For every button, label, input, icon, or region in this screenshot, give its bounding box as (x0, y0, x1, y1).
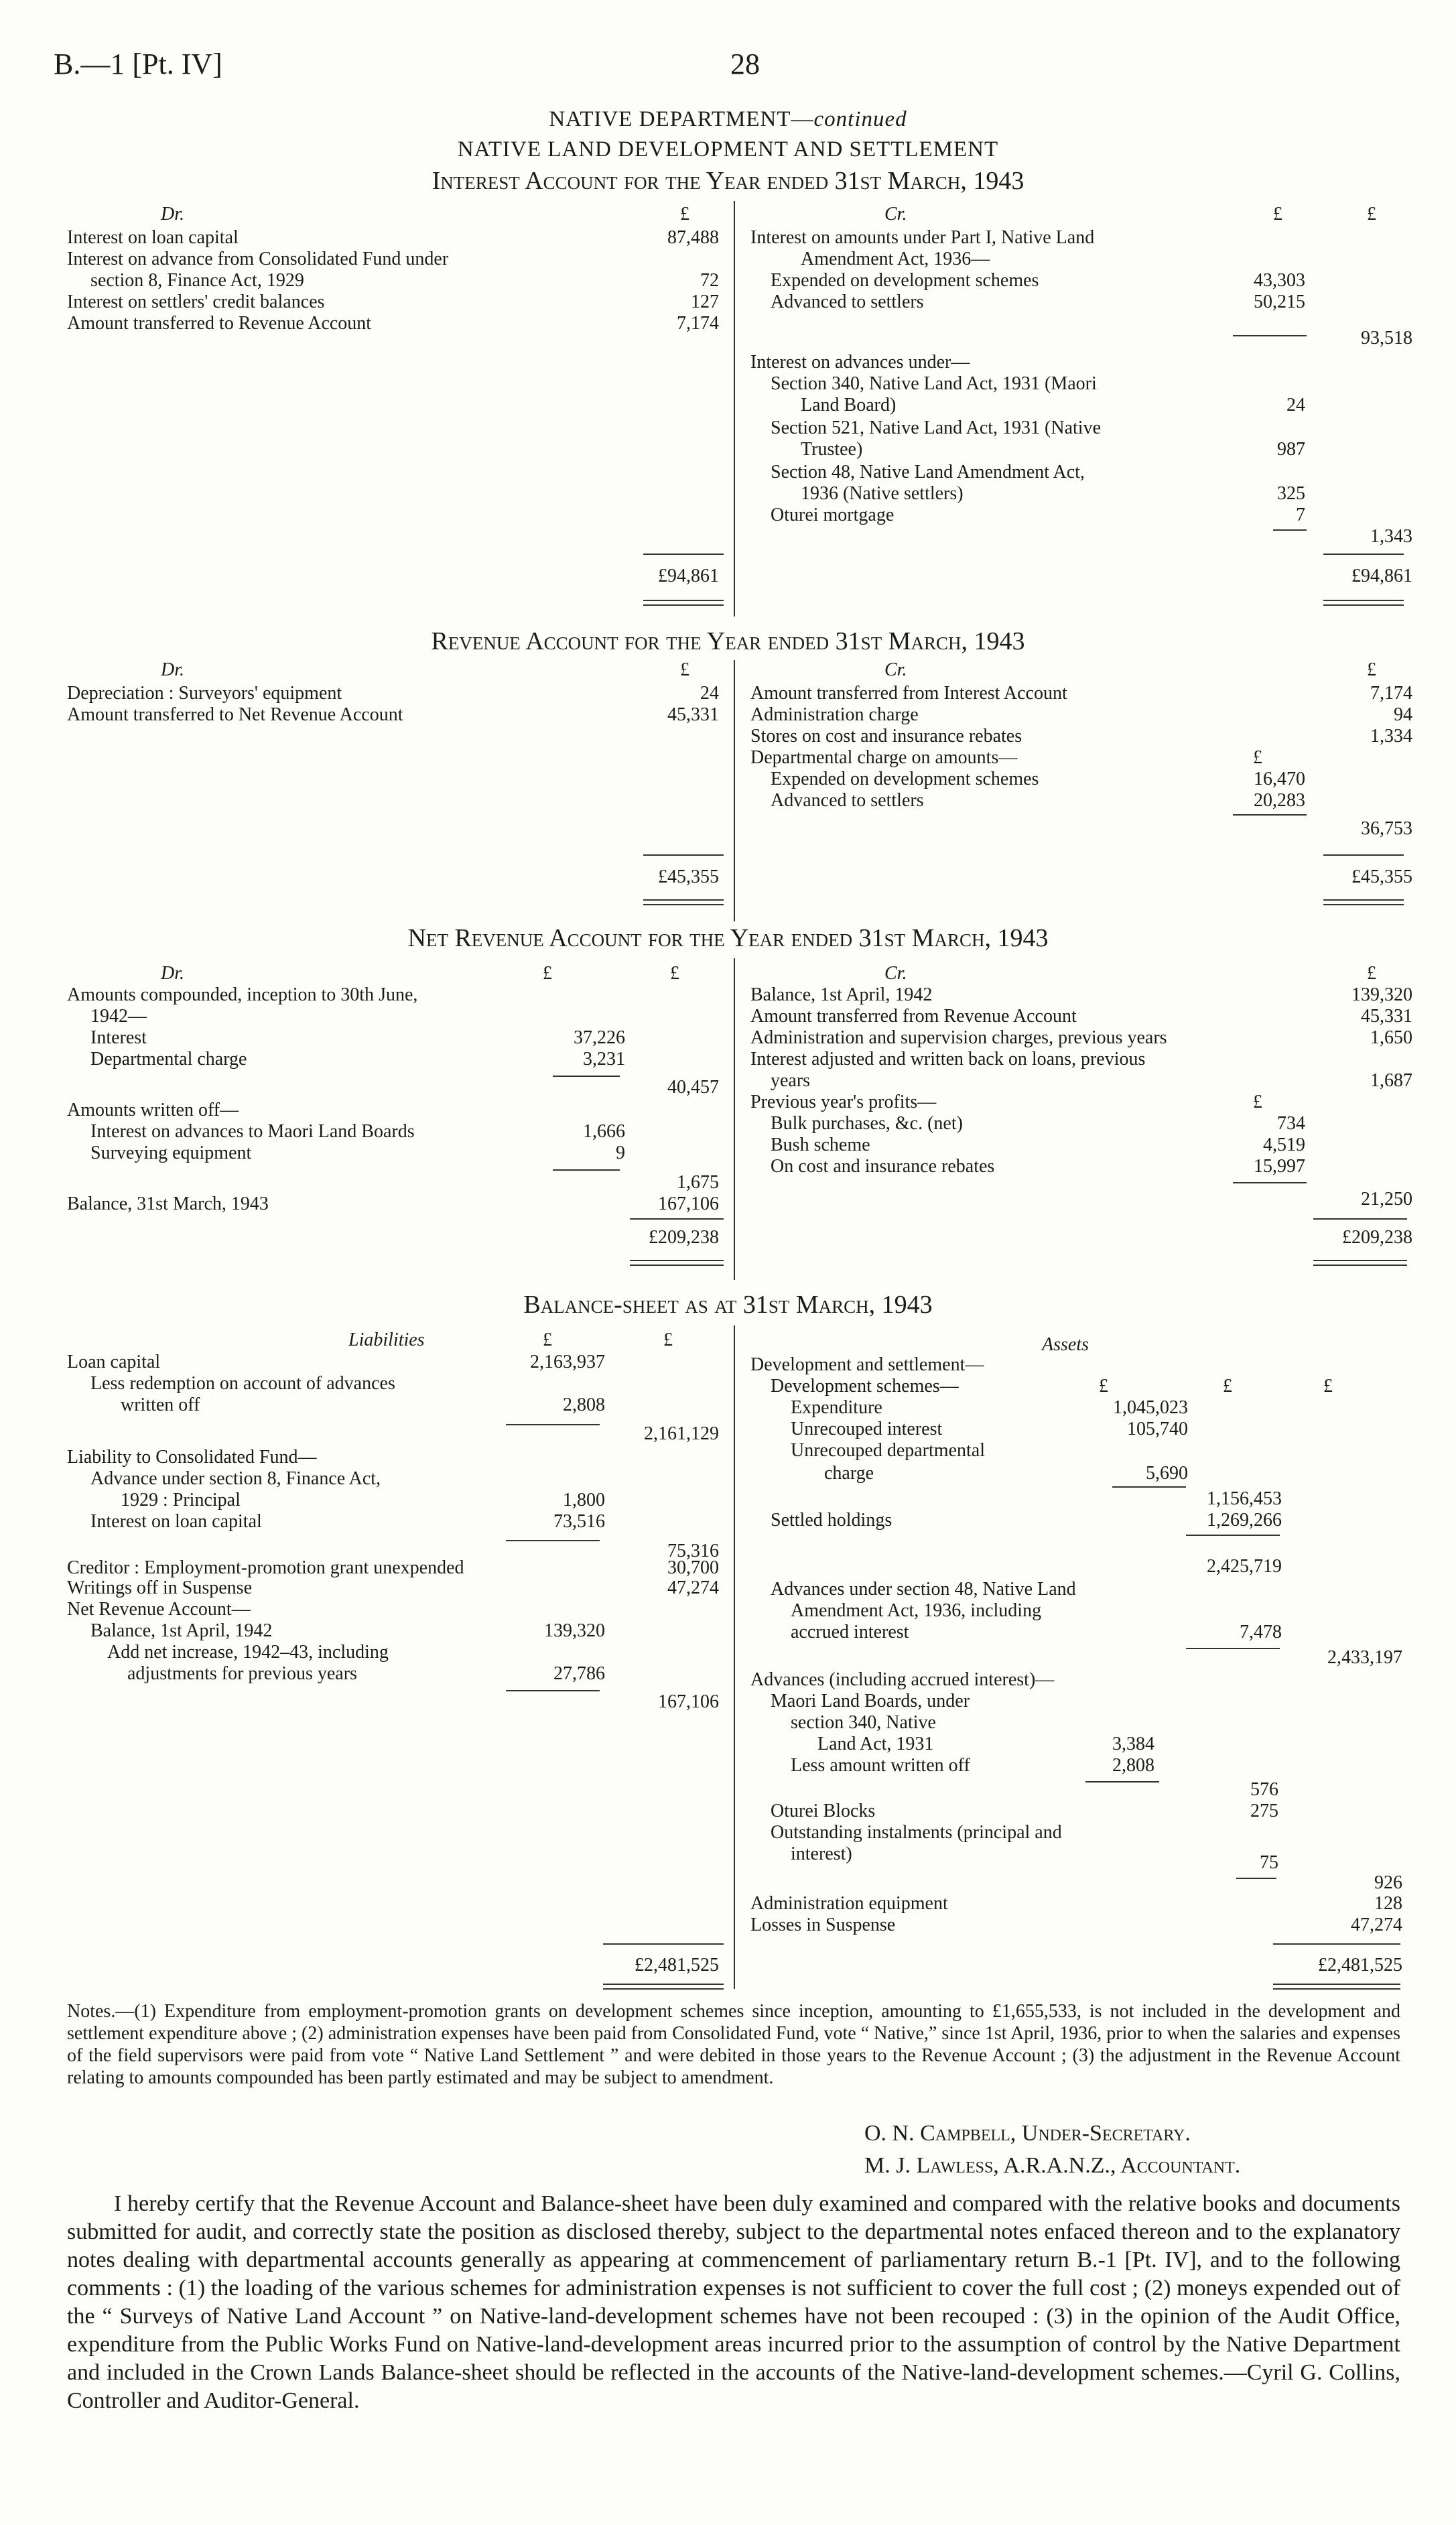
line: written off (121, 1395, 200, 1415)
dr-label: Dr. (161, 963, 185, 984)
amount: 2,808 (563, 1395, 605, 1415)
total: £94,861 (1351, 566, 1412, 586)
line: Administration charge (750, 704, 919, 725)
amount: 73,516 (553, 1511, 605, 1532)
amount: 30,700 (667, 1557, 719, 1578)
notes: Notes.—(1) Expenditure from employment-promotion grants on development schemes since inception, amounting to £1,655,533, is not included in the development and settlement expenditure above ; (2) administration expenses have been paid from Consolidated Fund, vote “ Native,” since 1st April, 1936, prior to when the salaries and expenses of the field supervisors were paid from vote “ Native Land Settlement ” and were debited in those years to the Revenue Account ; (3) the adjustment in the Revenue Account relating to amounts compounded has been partly estimated and may be subject to amendment. (67, 2001, 1400, 2088)
amount: 1,269,266 (1207, 1510, 1282, 1531)
amount: 72 (700, 270, 719, 291)
pound-label: £ (543, 963, 552, 984)
amount: 94 (1394, 704, 1412, 725)
line: Amount transferred from Revenue Account (750, 1006, 1077, 1027)
rule (506, 1540, 600, 1541)
amount: 2,433,197 (1327, 1647, 1402, 1668)
line: Land Board) (801, 395, 897, 415)
line: Amounts written off— (67, 1100, 239, 1120)
line: Bulk purchases, &c. (net) (771, 1113, 963, 1134)
line: accrued interest (791, 1622, 909, 1642)
rule (1273, 1943, 1400, 1945)
amount: 105,740 (1127, 1419, 1188, 1439)
rule (1313, 1218, 1407, 1220)
line: Advance under section 8, Finance Act, (90, 1468, 381, 1489)
dr-label: Dr. (161, 659, 185, 680)
amount: 139,320 (1351, 984, 1412, 1005)
pound-label: £ (1367, 963, 1376, 984)
total: £209,238 (649, 1227, 719, 1248)
rule (1323, 899, 1404, 901)
amount: 37,226 (574, 1027, 625, 1048)
page-number: 28 (730, 48, 760, 80)
amount: 987 (1277, 439, 1305, 460)
amount: 9 (616, 1143, 625, 1163)
line: Administration equipment (750, 1893, 948, 1914)
pound-label: £ (680, 659, 689, 680)
line: Amount transferred to Revenue Account (67, 313, 372, 334)
rule (553, 1169, 620, 1171)
pound-label: £ (1223, 1376, 1232, 1397)
line: Oturei mortgage (771, 505, 895, 525)
amount: 1,675 (677, 1172, 719, 1193)
amount: 2,425,719 (1207, 1556, 1282, 1577)
rule (643, 904, 724, 905)
amount: 1,666 (583, 1121, 625, 1142)
interest-account-title: Interest Account for the Year ended 31st March, 1943 (432, 167, 1024, 195)
amount: 139,320 (544, 1620, 605, 1641)
cr-label: Cr. (884, 963, 907, 984)
cr-label: Cr. (884, 659, 907, 680)
amount: 7,174 (677, 313, 719, 334)
amount: 2,808 (1112, 1755, 1154, 1776)
revenue-account-title: Revenue Account for the Year ended 31st March, 1943 (431, 627, 1025, 655)
rule (1323, 604, 1404, 606)
line: Outstanding instalments (principal and (771, 1822, 1062, 1843)
subtitle: NATIVE LAND DEVELOPMENT AND SETTLEMENT (457, 137, 999, 161)
amount: 21,250 (1361, 1189, 1412, 1210)
amount: 75,316 (667, 1541, 719, 1561)
line: Amendment Act, 1936— (801, 249, 990, 269)
divider (734, 1325, 735, 1989)
line: Balance, 31st March, 1943 (67, 1193, 269, 1214)
rule (506, 1690, 600, 1691)
audit-certificate: I hereby certify that the Revenue Account and Balance-sheet have been duly examined and compared with the relative books and documents submitted for audit, and correctly state the position as disclosed thereby, subject to the departmental notes enfaced thereon and to the explanatory notes dealing with departmental accounts generally as appearing at commencement of parliamentary return B.-1 [Pt. IV], and to the following comments : (1) the loading of the various schemes for administration expenses is not sufficient to cover the full cost ; (2) moneys expended out of the “ Surveys of Native Land Account ” on Native-land-development schemes have not been recouped : (3) in the opinion of the Audit Office, expenditure from the Public Works Fund on Native-land-development areas incurred prior to the assumption of control by the Native Department and included in the Crown Lands Balance-sheet should be reflected in the accounts of the Native-land-development schemes.—Cyril G. Collins, Controller and Auditor-General. (67, 2191, 1400, 2413)
amount: 36,753 (1361, 818, 1412, 839)
rule (1273, 1988, 1400, 1990)
total: £94,861 (658, 566, 719, 586)
amount: 2,163,937 (530, 1352, 605, 1372)
pound-label: £ (1099, 1376, 1108, 1397)
amount: 1,156,453 (1207, 1488, 1282, 1509)
line: Interest adjusted and written back on loans, previous (750, 1049, 1146, 1070)
pound-label: £ (680, 204, 689, 224)
amount: 47,274 (667, 1577, 719, 1598)
rule (603, 1943, 724, 1945)
pound-label: £ (1253, 1092, 1262, 1112)
rule (643, 854, 724, 856)
amount: 40,457 (667, 1077, 719, 1098)
balance-sheet-title: Balance-sheet as at 31st March, 1943 (523, 1291, 933, 1319)
line: charge (824, 1463, 874, 1484)
pound-label: £ (1367, 204, 1376, 224)
amount: 87,488 (667, 227, 719, 248)
line: years (771, 1070, 811, 1091)
rule (1273, 529, 1307, 531)
pound-label: £ (670, 963, 679, 984)
amount: 3,231 (583, 1049, 625, 1070)
line: Less amount written off (791, 1755, 970, 1776)
rule (1233, 335, 1307, 336)
line: Land Act, 1931 (817, 1734, 934, 1754)
amount: 5,690 (1146, 1463, 1188, 1484)
line: Previous year's profits— (750, 1092, 937, 1112)
line: Section 521, Native Land Act, 1931 (Native (771, 417, 1101, 438)
line: Oturei Blocks (771, 1801, 876, 1821)
amount: 4,519 (1263, 1135, 1305, 1155)
line: Settled holdings (771, 1510, 892, 1531)
line: Section 340, Native Land Act, 1931 (Maori (771, 373, 1097, 394)
rule (643, 604, 724, 606)
line: Losses in Suspense (750, 1915, 896, 1935)
rule (1313, 1265, 1407, 1266)
rule (630, 1260, 724, 1261)
line: interest) (791, 1843, 852, 1864)
line: Maori Land Boards, under (771, 1691, 970, 1711)
amount: 43,303 (1254, 270, 1305, 291)
line: 1942— (90, 1006, 147, 1027)
amount: 275 (1250, 1801, 1278, 1821)
line: Interest on settlers' credit balances (67, 292, 325, 312)
amount: 24 (700, 683, 719, 704)
rule (1236, 1878, 1276, 1879)
rule (506, 1424, 600, 1425)
rule (643, 600, 724, 601)
line: Trustee) (801, 439, 863, 460)
line: Advanced to settlers (771, 790, 924, 811)
line: Interest (90, 1027, 147, 1048)
line: Interest on loan capital (67, 227, 239, 248)
line: Interest on amounts under Part I, Native Land (750, 227, 1095, 248)
pound-label: £ (663, 1330, 673, 1350)
return-reference: B.—1 [Pt. IV] (54, 48, 222, 80)
rule (1273, 1984, 1400, 1985)
rule (1323, 904, 1404, 905)
amount: 127 (691, 292, 719, 312)
line: Unrecouped interest (791, 1419, 943, 1439)
line: Amounts compounded, inception to 30th June, (67, 984, 418, 1005)
line: Amount transferred from Interest Account (750, 683, 1067, 704)
line: Amendment Act, 1936, including (791, 1600, 1042, 1621)
line: Interest on advances to Maori Land Boards (90, 1121, 415, 1142)
line: section 8, Finance Act, 1929 (90, 270, 304, 291)
total: £45,355 (658, 866, 719, 887)
pound-label: £ (1273, 204, 1282, 224)
net-revenue-account-title: Net Revenue Account for the Year ended 31st March, 1943 (407, 924, 1049, 952)
rule (643, 899, 724, 901)
line: Depreciation : Surveyors' equipment (67, 683, 342, 704)
divider (734, 660, 735, 921)
line: Departmental charge (90, 1049, 247, 1070)
rule (630, 1265, 724, 1266)
line: 1936 (Native settlers) (801, 483, 964, 504)
line: 1929 : Principal (121, 1490, 241, 1510)
amount: 27,786 (553, 1663, 605, 1684)
line: Expenditure (791, 1397, 882, 1418)
amount: 20,283 (1254, 790, 1305, 811)
line: Departmental charge on amounts— (750, 747, 1018, 768)
line: Net Revenue Account— (67, 1599, 251, 1620)
signature-accountant: M. J. Lawless, A.R.A.N.Z., Accountant. (864, 2153, 1241, 2178)
line: Interest on advance from Consolidated Fund under (67, 249, 449, 269)
rule (1112, 1486, 1186, 1488)
amount: 1,343 (1370, 526, 1412, 547)
total: £209,238 (1342, 1227, 1412, 1248)
signature-under-secretary: O. N. Campbell, Under-Secretary. (864, 2121, 1191, 2146)
rule (1323, 554, 1404, 555)
amount: 45,331 (667, 704, 719, 725)
rule (643, 554, 724, 555)
rule (1323, 600, 1404, 601)
liabilities-label: Liabilities (348, 1330, 425, 1350)
amount: 1,650 (1370, 1027, 1412, 1048)
line: On cost and insurance rebates (771, 1156, 995, 1177)
line: Bush scheme (771, 1135, 870, 1155)
rule (1313, 1260, 1407, 1261)
rule (1323, 854, 1404, 856)
amount: 1,045,023 (1113, 1397, 1188, 1418)
amount: 75 (1260, 1852, 1278, 1873)
line: section 340, Native (791, 1712, 936, 1733)
rule (603, 1988, 724, 1990)
line: Advances under section 48, Native Land (771, 1579, 1076, 1600)
amount: 734 (1277, 1113, 1305, 1134)
line: Balance, 1st April, 1942 (750, 984, 933, 1005)
dr-label: Dr. (161, 204, 185, 224)
amount: 7,478 (1240, 1622, 1282, 1642)
dept-title: NATIVE DEPARTMENT—continued (549, 107, 907, 131)
line: Administration and supervision charges, previous years (750, 1027, 1167, 1048)
cr-label: Cr. (884, 204, 907, 224)
amount: 926 (1374, 1872, 1402, 1893)
assets-label: Assets (1042, 1334, 1089, 1355)
rule (1186, 1535, 1280, 1536)
amount: 167,106 (658, 1691, 719, 1712)
divider (734, 958, 735, 1280)
amount: 93,518 (1361, 328, 1412, 348)
rule (1233, 1182, 1307, 1183)
rule (1186, 1648, 1280, 1649)
amount: 1,334 (1370, 726, 1412, 747)
amount: 7 (1296, 505, 1305, 525)
line: Writings off in Suspense (67, 1577, 253, 1598)
line: Amount transferred to Net Revenue Account (67, 704, 403, 725)
line: Stores on cost and insurance rebates (750, 726, 1022, 747)
rule (1085, 1781, 1159, 1783)
amount: 576 (1250, 1779, 1278, 1800)
amount: 1,687 (1370, 1070, 1412, 1091)
pound-label: £ (1367, 659, 1376, 680)
amount: 128 (1374, 1893, 1402, 1914)
total: £2,481,525 (1318, 1955, 1402, 1976)
amount: 47,274 (1351, 1915, 1402, 1935)
line: Interest on loan capital (90, 1511, 262, 1532)
line: adjustments for previous years (127, 1663, 357, 1684)
line: Development schemes— (771, 1376, 959, 1397)
line: Surveying equipment (90, 1143, 252, 1163)
line: Development and settlement— (750, 1354, 984, 1375)
line: Section 48, Native Land Amendment Act, (771, 462, 1085, 482)
total: £45,355 (1351, 866, 1412, 887)
amount: 3,384 (1112, 1734, 1154, 1754)
amount: 16,470 (1254, 769, 1305, 789)
amount: 15,997 (1254, 1156, 1305, 1177)
line: Loan capital (67, 1352, 161, 1372)
rule (553, 1076, 620, 1077)
line: Advanced to settlers (771, 292, 924, 312)
rule (1233, 814, 1307, 816)
rule (603, 1984, 724, 1985)
pound-label: £ (1323, 1376, 1333, 1397)
pound-label: £ (543, 1330, 552, 1350)
amount: 50,215 (1254, 292, 1305, 312)
pound-label: £ (1253, 747, 1262, 768)
amount: 24 (1286, 395, 1305, 415)
amount: 167,106 (658, 1193, 719, 1214)
line: Interest on advances under— (750, 352, 970, 373)
divider (734, 201, 735, 617)
line: Expended on development schemes (771, 270, 1039, 291)
line: Advances (including accrued interest)— (750, 1669, 1055, 1690)
line: Creditor : Employment-promotion grant unexpended (67, 1557, 464, 1578)
line: Unrecouped departmental (791, 1440, 985, 1461)
amount: 45,331 (1361, 1006, 1412, 1027)
line: Expended on development schemes (771, 769, 1039, 789)
line: Less redemption on account of advances (90, 1373, 395, 1394)
amount: 325 (1277, 483, 1305, 504)
amount: 2,161,129 (644, 1423, 719, 1444)
amount: 1,800 (563, 1490, 605, 1510)
amount: 7,174 (1370, 683, 1412, 704)
rule (630, 1218, 724, 1220)
line: Balance, 1st April, 1942 (90, 1620, 273, 1641)
line: Add net increase, 1942–43, including (107, 1642, 389, 1663)
total: £2,481,525 (635, 1955, 719, 1976)
line: Liability to Consolidated Fund— (67, 1447, 317, 1468)
